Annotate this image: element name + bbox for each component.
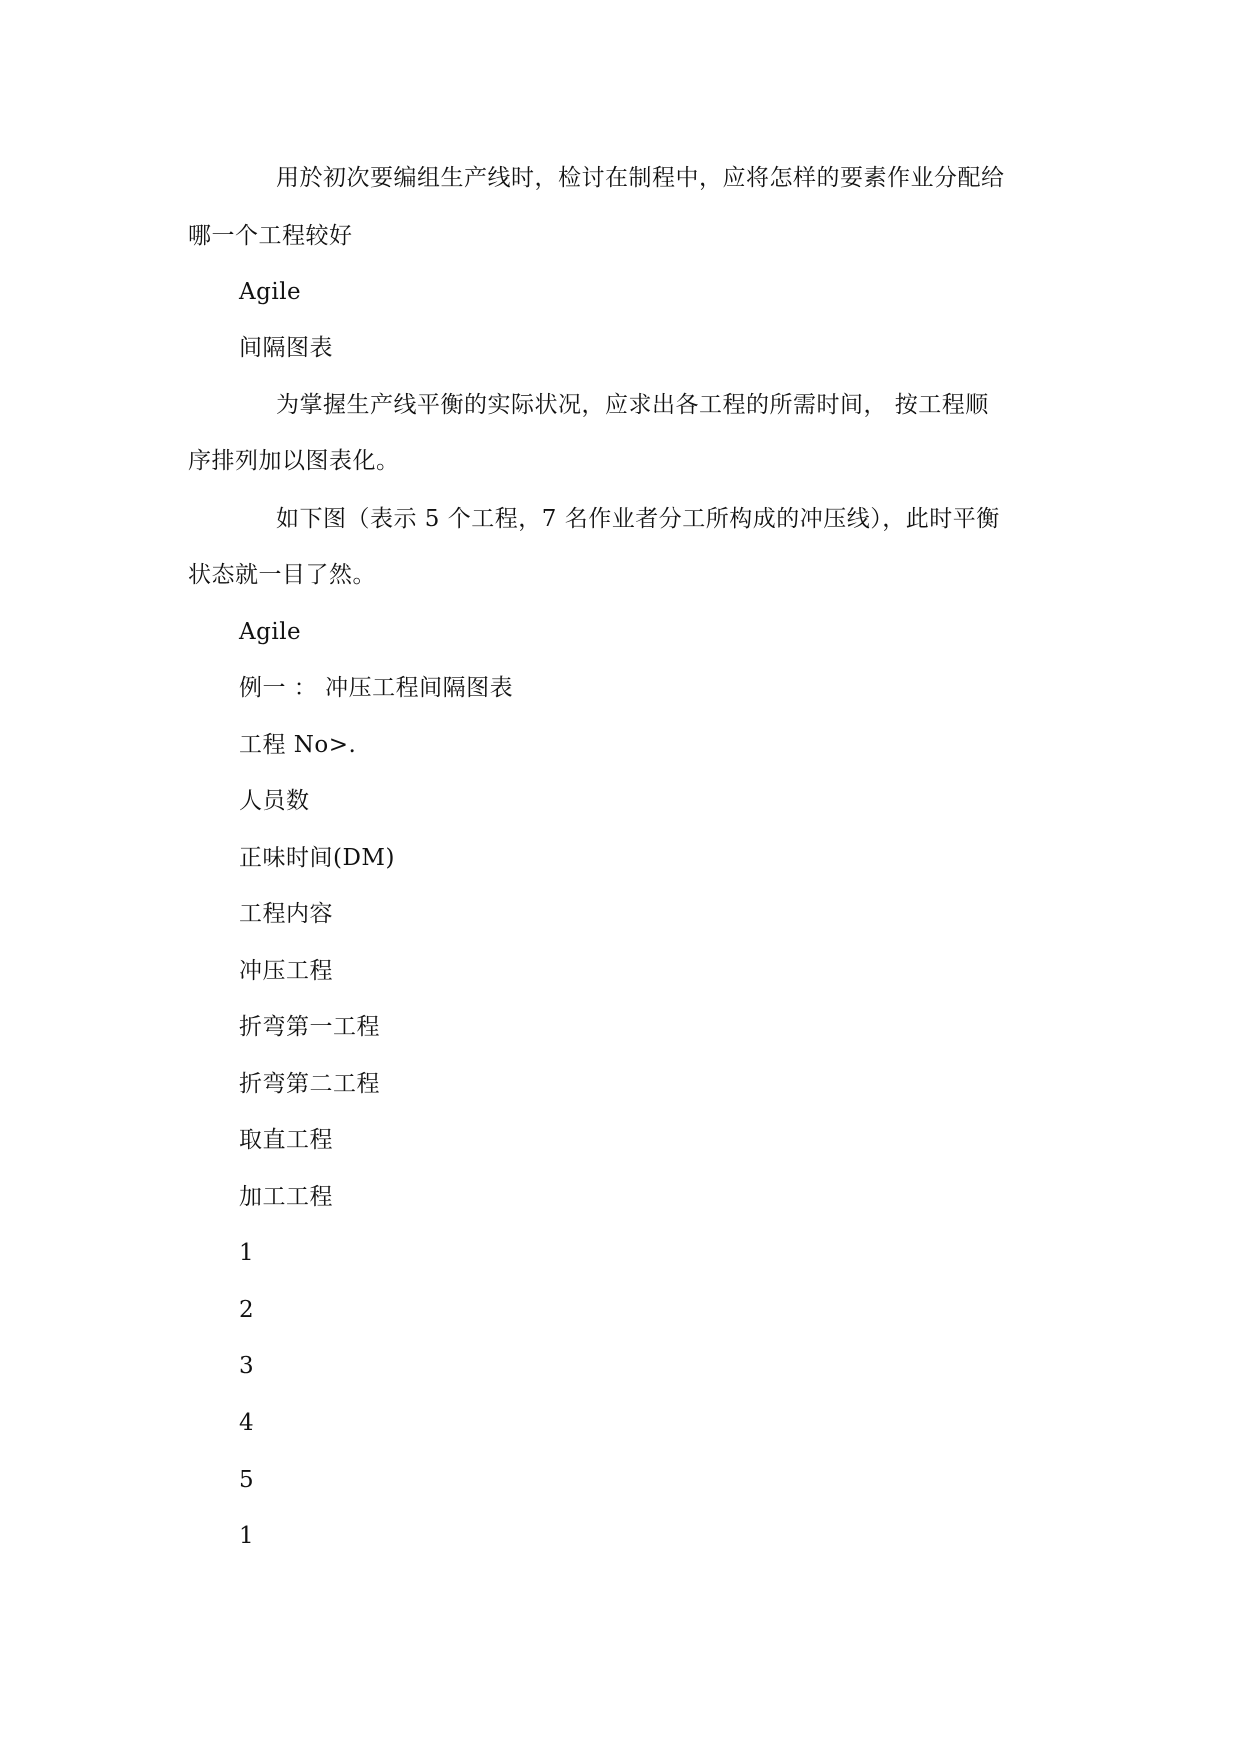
- list-item: 1: [239, 1523, 255, 1549]
- list-item: 正味时间(DM): [239, 845, 395, 871]
- list-item: 5: [239, 1467, 255, 1493]
- paragraph-3-line-1: 如下图（表示 5 个工程，7 名作业者分工所构成的冲压线），此时平衡: [276, 506, 1000, 532]
- label-agile: Agile: [239, 619, 302, 645]
- list-item: 工程内容: [239, 901, 333, 927]
- list-item: 2: [239, 1297, 255, 1323]
- paragraph-2-line-2: 序排列加以图表化。: [188, 448, 400, 474]
- paragraph-3-line-2: 状态就一目了然。: [188, 562, 376, 588]
- list-item: 1: [239, 1240, 255, 1266]
- list-item: 取直工程: [239, 1127, 333, 1153]
- list-item: 折弯第二工程: [239, 1071, 380, 1097]
- example-title: 例一 ： 冲压工程间隔图表: [239, 675, 514, 701]
- list-item: 冲压工程: [239, 958, 333, 984]
- list-item: 人员数: [239, 788, 310, 814]
- label-agile: Agile: [239, 279, 302, 305]
- list-item: 3: [239, 1353, 255, 1379]
- paragraph-1-line-2: 哪一个工程较好: [188, 223, 353, 249]
- paragraph-2-line-1: 为掌握生产线平衡的实际状况，应求出各工程的所需时间， 按工程顺: [276, 392, 989, 418]
- list-item: 加工工程: [239, 1184, 333, 1210]
- list-item: 4: [239, 1410, 255, 1436]
- label-interval-chart: 间隔图表: [239, 335, 333, 361]
- list-item: 折弯第一工程: [239, 1014, 380, 1040]
- list-item: 工程 No>.: [239, 732, 357, 758]
- paragraph-1-line-1: 用於初次要编组生产线时，检讨在制程中，应将怎样的要素作业分配给: [276, 165, 1005, 191]
